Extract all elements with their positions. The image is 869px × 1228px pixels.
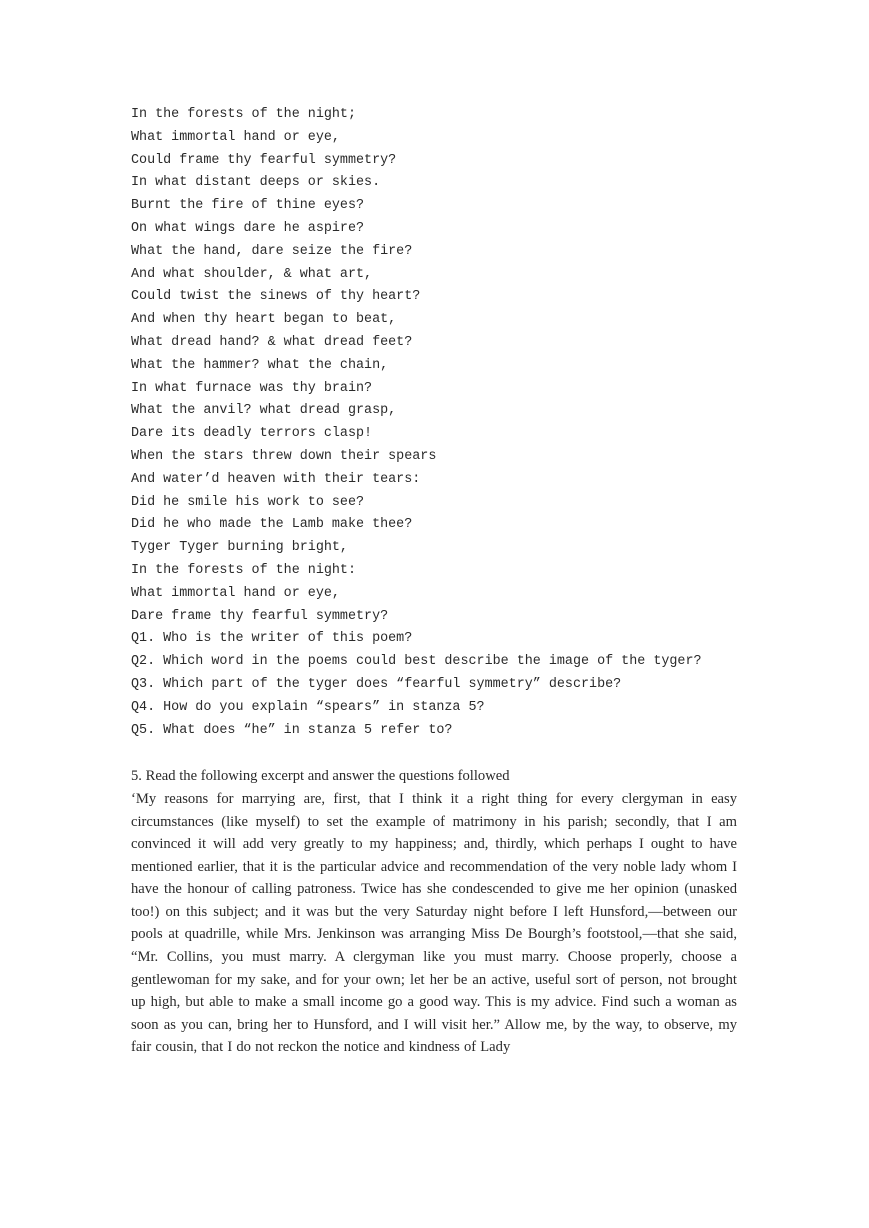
poem-block <box>131 104 737 628</box>
poem-line: When the stars threw down their spears <box>131 448 437 464</box>
poem-line: Burnt the fire of thine eyes? <box>131 198 365 214</box>
question-item: Q2. Which word in the poems could best describe the image of the tyger? <box>131 654 702 670</box>
poem-line: What immortal hand or eye, <box>131 129 340 145</box>
poem-line: In the forests of the night: <box>131 562 356 578</box>
poem-line: Did he smile his work to see? <box>131 494 365 510</box>
question-item: Q3. Which part of the tyger does “fearful symmetry” describe? <box>131 676 622 692</box>
poem-line: Tyger Tyger burning bright, <box>131 540 348 556</box>
section-heading: 5. Read the following excerpt and answer the questions followed <box>131 768 510 785</box>
question-list <box>131 628 737 742</box>
poem-line: Dare frame thy fearful symmetry? <box>131 608 389 624</box>
poem-line: And water’d heaven with their tears: <box>131 471 421 487</box>
poem-line: What the hammer? what the chain, <box>131 357 389 373</box>
section-spacer <box>131 742 737 765</box>
poem-line: Could frame thy fearful symmetry? <box>131 152 397 168</box>
poem-line: In the forests of the night; <box>131 107 356 122</box>
poem-line: Did he who made the Lamb make thee? <box>131 517 413 533</box>
question-item: Q5. What does “he” in stanza 5 refer to? <box>131 722 453 738</box>
poem-line: And when thy heart began to beat, <box>131 312 397 328</box>
poem-line: Dare its deadly terrors clasp! <box>131 426 373 442</box>
poem-line: What the hand, dare seize the fire? <box>131 243 413 259</box>
excerpt-passage: ‘My reasons for marrying are, first, that I think it a right thing for every clergyman in easy circumstances (like myself) to set the example of matrimony in his parish; secondly, that I am convinced it will add very greatly to my happiness; and, thirdly, which perhaps I ought to have mentioned earlier, that it is the particular advice and recommendation of the very noble lady whom I have the honour of calling patroness. Twice has she condescended to give me her opinion (unasked too!) on this subject; and it was but the very Saturday night before I left Hunsford,—between our pools at quadrille, while Mrs. Jenkinson was arranging Miss De Bourgh’s footstool,—that she said, “Mr. Collins, you must marry. A clergyman like you must marry. Choose properly, choose a gentlewoman for my sake, and for your own; let her be an active, useful sort of person, not brought up high, but able to make a small income go a good way. This is my advice. Find such a woman as soon as you can, bring her to Hunsford, and I will visit her.” Allow me, by the way, to observe, my fair cousin, that I do not reckon the notice and kindness of Lady <box>131 790 737 1056</box>
poem-line: And what shoulder, & what art, <box>131 266 373 282</box>
poem-line: What the anvil? what dread grasp, <box>131 403 397 419</box>
poem-line: On what wings dare he aspire? <box>131 220 365 236</box>
poem-line: Could twist the sinews of thy heart? <box>131 289 421 305</box>
document-page <box>131 104 737 1059</box>
poem-line: What dread hand? & what dread feet? <box>131 334 413 350</box>
poem-line: In what furnace was thy brain? <box>131 380 373 396</box>
question-item: Q1. Who is the writer of this poem? <box>131 631 413 647</box>
poem-line: What immortal hand or eye, <box>131 585 340 601</box>
question-item: Q4. How do you explain “spears” in stanza 5? <box>131 699 485 715</box>
poem-line: In what distant deeps or skies. <box>131 175 381 191</box>
